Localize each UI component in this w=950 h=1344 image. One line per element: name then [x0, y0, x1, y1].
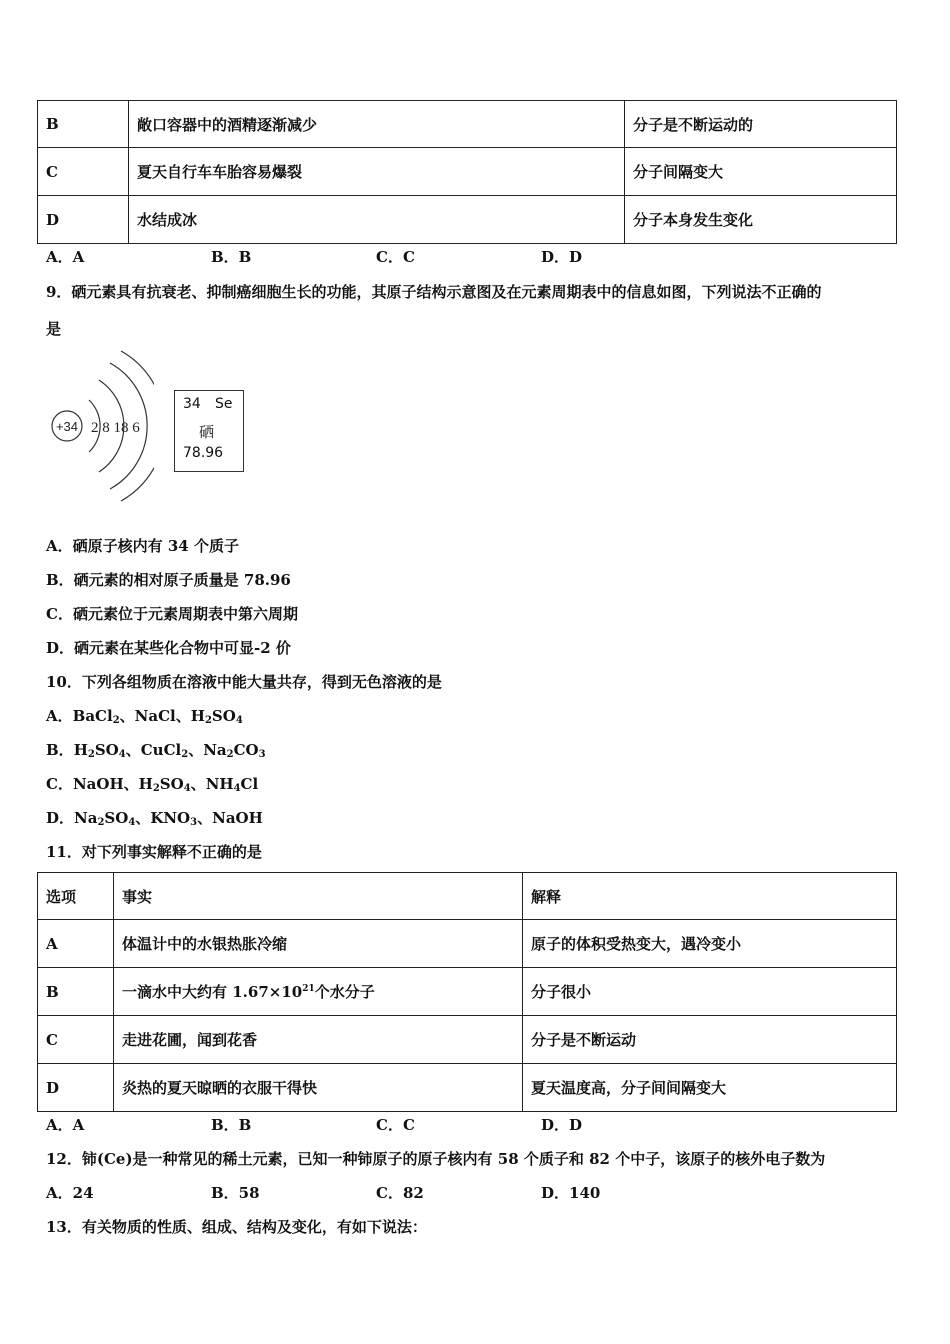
- option-label: A．: [46, 707, 73, 725]
- option-a[interactable]: A．A: [46, 248, 85, 266]
- formula: Na: [74, 809, 98, 827]
- fact-cell: 体温计中的水银热胀冷缩: [114, 920, 523, 968]
- header-explain: 解释: [523, 873, 897, 920]
- formula: KNO: [150, 809, 191, 827]
- option-label: D: [38, 1064, 114, 1112]
- formula: CO: [233, 741, 259, 759]
- formula: NaCl: [134, 707, 176, 725]
- formula: H: [138, 775, 153, 793]
- q9-stem: 9．硒元素具有抗衰老、抑制癌细胞生长的功能，其原子结构示意图及在元素周期表中的信息如图，下列说法不正确的: [46, 283, 822, 301]
- q13-stem: 13．有关物质的性质、组成、结构及变化，有如下说法：: [46, 1218, 427, 1236]
- atomic-mass: 78.96: [183, 445, 224, 461]
- option-c[interactable]: C．C: [376, 1116, 415, 1134]
- option-c[interactable]: C．82: [376, 1184, 424, 1202]
- q9-option-c[interactable]: C．硒元素位于元素周期表中第六周期: [46, 605, 298, 623]
- explain-cell: 分子间隔变大: [625, 148, 897, 196]
- subscript: 2: [112, 715, 120, 726]
- explain-cell: 分子是不断运动的: [625, 101, 897, 148]
- table-header-row: [38, 873, 897, 920]
- explain-cell: 分子很小: [523, 968, 897, 1016]
- atomic-number: 34: [183, 396, 201, 412]
- fact-cell: 夏天自行车车胎容易爆裂: [129, 148, 625, 196]
- element-symbol: Se: [215, 396, 233, 412]
- option-d[interactable]: D．D: [541, 248, 583, 266]
- fact-cell: [114, 968, 523, 1016]
- q11-table: [37, 872, 897, 1112]
- formula: Na: [203, 741, 227, 759]
- fact-cell: 走进花圃，闻到花香: [114, 1016, 523, 1064]
- q11-stem: 11．对下列事实解释不正确的是: [46, 843, 262, 861]
- table-row: [38, 968, 897, 1016]
- option-label: D．: [46, 809, 75, 827]
- separator: 、: [125, 741, 141, 759]
- option-d[interactable]: D．140: [541, 1184, 601, 1202]
- separator: 、: [135, 809, 151, 827]
- option-label: C: [38, 148, 129, 196]
- exponent: 21: [302, 984, 315, 994]
- q9-option-d[interactable]: D．硒元素在某些化合物中可显-2 价: [46, 639, 291, 657]
- separator: 、: [123, 775, 139, 793]
- subscript: 4: [128, 817, 136, 828]
- explain-cell: 原子的体积受热变大，遇冷变小: [523, 920, 897, 968]
- option-label: B．: [46, 741, 74, 759]
- subscript: 4: [233, 783, 241, 794]
- formula: CuCl: [140, 741, 182, 759]
- fact-text: 一滴水中大约有 1.67×10: [122, 983, 303, 1001]
- subscript: 2: [97, 817, 105, 828]
- table-row: [38, 101, 897, 148]
- header-option: 选项: [38, 873, 114, 920]
- formula: Cl: [240, 775, 259, 793]
- subscript: 3: [190, 817, 198, 828]
- q10-option-c[interactable]: [46, 773, 258, 794]
- subscript: 3: [258, 749, 266, 760]
- subscript: 2: [152, 783, 160, 794]
- option-label: C: [38, 1016, 114, 1064]
- q10-stem: 10．下列各组物质在溶液中能大量共存，得到无色溶液的是: [46, 673, 442, 691]
- separator: 、: [190, 775, 206, 793]
- option-label: B: [38, 968, 114, 1016]
- subscript: 2: [204, 715, 212, 726]
- table-row: [38, 196, 897, 244]
- subscript: 4: [118, 749, 126, 760]
- formula: SO: [94, 741, 119, 759]
- explain-cell: 夏天温度高，分子间间隔变大: [523, 1064, 897, 1112]
- header-fact: 事实: [114, 873, 523, 920]
- q8-table: [37, 100, 897, 244]
- table-row: [38, 1064, 897, 1112]
- q10-option-d[interactable]: [46, 807, 263, 828]
- option-a[interactable]: A．24: [46, 1184, 94, 1202]
- subscript: 2: [181, 749, 189, 760]
- formula: H: [73, 741, 88, 759]
- formula: SO: [211, 707, 236, 725]
- q9-option-b[interactable]: B．硒元素的相对原子质量是 78.96: [46, 571, 291, 589]
- formula: SO: [159, 775, 184, 793]
- explain-cell: 分子本身发生变化: [625, 196, 897, 244]
- fact-cell: 水结成冰: [129, 196, 625, 244]
- subscript: 2: [226, 749, 234, 760]
- option-label: B: [38, 101, 129, 148]
- formula: NH: [205, 775, 234, 793]
- q10-option-a[interactable]: [46, 705, 243, 726]
- option-b[interactable]: B．58: [211, 1184, 260, 1202]
- q9-stem-cont: 是: [46, 320, 62, 338]
- separator: 、: [188, 741, 204, 759]
- formula: NaOH: [212, 809, 263, 827]
- atom-structure-diagram: [44, 348, 154, 503]
- formula: SO: [104, 809, 129, 827]
- shell-electron-counts: 2 8 18 6: [91, 420, 140, 436]
- table-row: [38, 920, 897, 968]
- option-a[interactable]: A．A: [46, 1116, 85, 1134]
- option-c[interactable]: C．C: [376, 248, 415, 266]
- subscript: 4: [235, 715, 243, 726]
- option-d[interactable]: D．D: [541, 1116, 583, 1134]
- subscript: 4: [183, 783, 191, 794]
- table-row: [38, 1016, 897, 1064]
- subscript: 2: [87, 749, 95, 760]
- q9-option-a[interactable]: A．硒原子核内有 34 个质子: [46, 537, 239, 555]
- separator: 、: [175, 707, 191, 725]
- separator: 、: [119, 707, 135, 725]
- option-b[interactable]: B．B: [211, 248, 252, 266]
- option-label: A: [38, 920, 114, 968]
- formula: BaCl: [72, 707, 113, 725]
- option-label: C．: [46, 775, 73, 793]
- fact-cell: 敞口容器中的酒精逐渐减少: [129, 101, 625, 148]
- explain-cell: 分子是不断运动: [523, 1016, 897, 1064]
- fact-text: 个水分子: [314, 983, 375, 1001]
- option-b[interactable]: B．B: [211, 1116, 252, 1134]
- option-label: D: [38, 196, 129, 244]
- formula: H: [190, 707, 205, 725]
- q12-stem: 12．铈(Ce)是一种常见的稀土元素，已知一种铈原子的原子核内有 58 个质子和 82 个中子，该原子的核外电子数为: [46, 1150, 826, 1168]
- nucleus-charge: +34: [55, 419, 79, 434]
- table-row: [38, 148, 897, 196]
- separator: 、: [197, 809, 213, 827]
- periodic-table-cell: [174, 390, 244, 472]
- formula: NaOH: [72, 775, 124, 793]
- q10-option-b[interactable]: [46, 739, 266, 760]
- fact-cell: 炎热的夏天晾晒的衣服干得快: [114, 1064, 523, 1112]
- element-name: 硒: [199, 423, 215, 441]
